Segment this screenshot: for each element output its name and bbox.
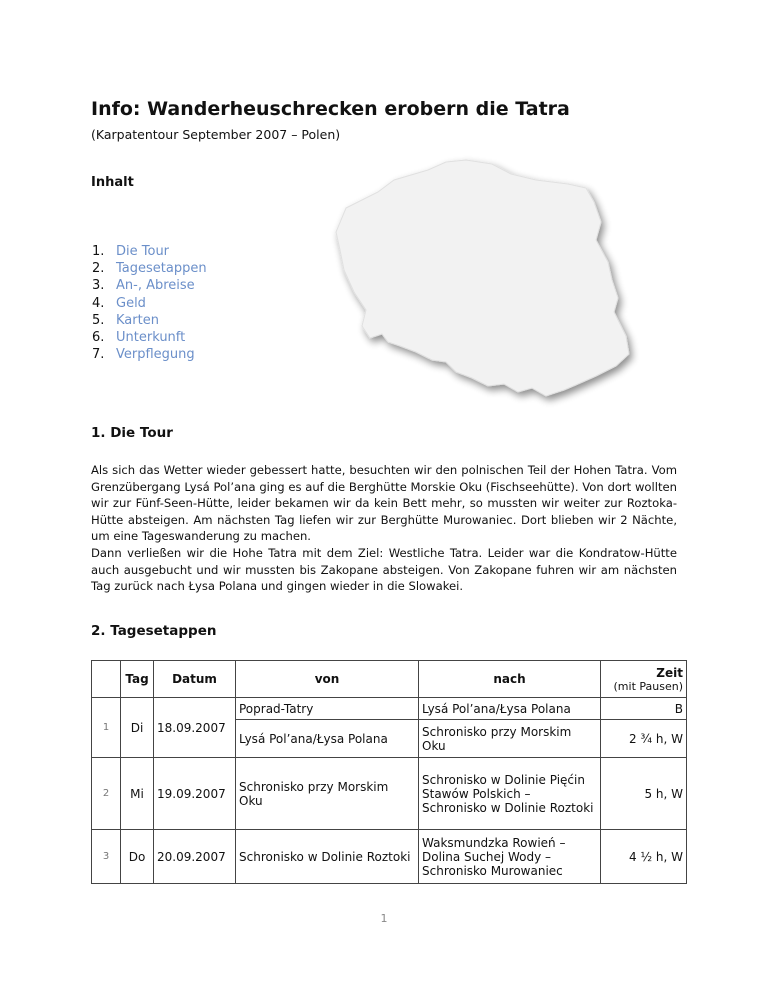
header-von: von	[236, 661, 419, 698]
row-nr: 2	[92, 758, 121, 830]
row-zeit: 5 h, W	[601, 758, 687, 830]
row-nach: Schronisko w Dolinie Pięćin Stawów Polskich – Schronisko w Dolinie Roztoki	[419, 758, 601, 830]
row-nach: Waksmundzka Rowień – Dolina Suchej Wody – Schronisko Murowaniec	[419, 830, 601, 884]
header-tag: Tag	[121, 661, 154, 698]
row-von: Schronisko w Dolinie Roztoki	[236, 830, 419, 884]
paragraph: Dann verließen wir die Hohe Tatra mit dem Ziel: Westliche Tatra. Leider war die Kondratow-Hütte auch ausgebucht und wir mussten bis Zakopane absteigen. Von Zakopane fuhren wir am nächsten Tag zurück nach Łysa Polana und gingen wieder in die Slowakei.	[91, 545, 677, 594]
toc-link-die-tour[interactable]: Die Tour	[116, 244, 170, 259]
toc-link-verpflegung[interactable]: Verpflegung	[116, 347, 195, 363]
page-number: 1	[380, 912, 388, 925]
toc-item[interactable]: 6. Unterkunft	[92, 330, 186, 346]
header-nr	[92, 661, 121, 698]
toc-link-an-abreise[interactable]: An-, Abreise	[116, 278, 195, 294]
row-nach: Schronisko przy Morskim Oku	[419, 720, 601, 758]
row-nr: 1	[92, 698, 121, 758]
toc-item[interactable]: 1. Die Tour	[92, 244, 170, 259]
section-heading-die-tour: 1. Die Tour	[91, 425, 173, 441]
page-subtitle: (Karpatentour September 2007 – Polen)	[91, 127, 341, 142]
stages-table	[91, 660, 687, 884]
toc-item[interactable]: 7. Verpflegung	[92, 347, 195, 363]
section-heading-tagesetappen: 2. Tagesetappen	[91, 623, 217, 639]
table-row	[92, 830, 687, 884]
toc-link-tagesetappen[interactable]: Tagesetappen	[116, 261, 207, 277]
row-zeit: B	[601, 698, 687, 720]
section-die-tour-text	[91, 462, 677, 595]
page-title: Info: Wanderheuschrecken erobern die Tatra	[91, 98, 570, 120]
toc-link-geld[interactable]: Geld	[116, 295, 146, 311]
row-zeit: 4 ½ h, W	[601, 830, 687, 884]
toc-item[interactable]: 3. An-, Abreise	[92, 278, 195, 294]
table-row	[92, 758, 687, 830]
toc-item[interactable]: 5. Karten	[92, 312, 159, 328]
row-zeit: 2 ¾ h, W	[601, 720, 687, 758]
header-zeit: Zeit (mit Pausen)	[601, 661, 687, 698]
row-tag: Di	[121, 698, 154, 758]
row-von: Poprad-Tatry	[236, 698, 419, 720]
row-nr: 3	[92, 830, 121, 884]
row-tag: Do	[121, 830, 154, 884]
table-header-row	[92, 661, 687, 698]
toc-item[interactable]: 4. Geld	[92, 295, 146, 311]
row-datum: 19.09.2007	[154, 758, 236, 830]
toc-item[interactable]: 2. Tagesetappen	[92, 261, 207, 277]
contents-heading: Inhalt	[91, 175, 134, 190]
toc-link-karten[interactable]: Karten	[116, 312, 159, 328]
row-von: Schronisko przy Morskim Oku	[236, 758, 419, 830]
table-row	[92, 698, 687, 720]
table-of-contents	[92, 243, 207, 363]
row-nach: Lysá Pol’ana/Łysa Polana	[419, 698, 601, 720]
toc-link-unterkunft[interactable]: Unterkunft	[116, 330, 186, 346]
header-nach: nach	[419, 661, 601, 698]
row-tag: Mi	[121, 758, 154, 830]
poland-map-illustration	[296, 140, 656, 450]
row-datum: 18.09.2007	[154, 698, 236, 758]
paragraph: Als sich das Wetter wieder gebessert hatte, besuchten wir den polnischen Teil der Hohen Tatra. Vom Grenzübergang Lysá Pol’ana ging es auf die Berghütte Morskie Oku (Fischseehütte). Von dort wollten wir zur Fünf-Seen-Hütte, leider bekamen wir da kein Bett mehr, so mussten wir weiter zur Roztoka-Hütte absteigen. Am nächsten Tag liefen wir zur Berghütte Murowaniec. Dort blieben wir 2 Nächte, um eine Tageswanderung zu machen.	[91, 463, 677, 544]
header-datum: Datum	[154, 661, 236, 698]
row-datum: 20.09.2007	[154, 830, 236, 884]
row-von: Lysá Pol’ana/Łysa Polana	[236, 720, 419, 758]
